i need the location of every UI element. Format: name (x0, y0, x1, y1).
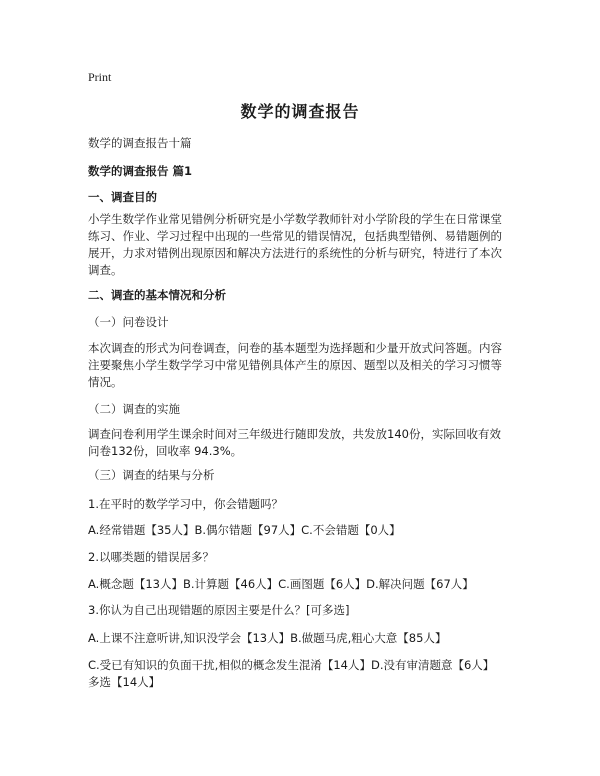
question-1-answer: A.经常错题【35人】B.偶尔错题【97人】C.不会错题【0人】 (88, 523, 401, 537)
question-3-answer-line: 多选【14人】 (88, 675, 161, 689)
heading-implementation: （二）调查的实施 (88, 402, 180, 416)
document-subtitle: 数学的调查报告十篇 (88, 136, 192, 150)
paragraph-line: 问卷132份，回收率 94.3%。 (88, 444, 243, 458)
heading-results: （三）调查的结果与分析 (88, 468, 215, 482)
question-3-answer-line: A.上课不注意听讲,知识没学会【13人】B.做题马虎,粗心大意【85人】 (88, 631, 447, 645)
paragraph-line: 练习、作业、学习过程中出现的一些常见的错误情况，包括典型错例、易错题例的 (88, 229, 502, 243)
page-title: 数学的调查报告 (240, 102, 360, 121)
paragraph-design (88, 340, 516, 391)
heading-purpose: 一、调查目的 (88, 190, 157, 204)
heading-design: （一）问卷设计 (88, 315, 169, 329)
paragraph-line: 展开，力求对错例出现原因和解决方法进行的系统性的分析与研究，特进行了本次 (88, 246, 502, 260)
section-title: 数学的调查报告 篇1 (88, 164, 193, 178)
paragraph-purpose (88, 211, 516, 279)
paragraph-line: 注要聚焦小学生数学学习中常见错例具体产生的原因、题型以及相关的学习习惯等 (88, 358, 502, 372)
paragraph-implementation (88, 426, 516, 460)
heading-basic: 二、调查的基本情况和分析 (88, 288, 226, 302)
question-1: 1.在平时的数学学习中，你会错题吗？ (88, 497, 283, 511)
question-3: 3.你认为自己出现错题的原因主要是什么？[可多选] (88, 603, 350, 617)
paragraph-line: 调查问卷利用学生课余时间对三年级进行随即发放，共发放140份，实际回收有效 (88, 427, 501, 441)
paragraph-line: 本次调查的形式为问卷调查，问卷的基本题型为选择题和少量开放式问答题。内容 (88, 341, 502, 355)
question-2: 2.以哪类题的错误居多？ (88, 550, 214, 564)
paragraph-line: 调查。 (88, 263, 123, 277)
paragraph-line: 小学生数学作业常见错例分析研究是小学数学教师针对小学阶段的学生在日常课堂 (88, 212, 502, 226)
question-3-answer-line: C.受已有知识的负面干扰,相似的概念发生混淆【14人】D.没有审清题意【6人】 (88, 658, 495, 672)
paragraph-line: 情况。 (88, 375, 123, 389)
print-label[interactable]: Print (88, 70, 112, 84)
question-2-answer: A.概念题【13人】B.计算题【46人】C.画图题【6人】D.解决问题【67人】 (88, 577, 474, 591)
